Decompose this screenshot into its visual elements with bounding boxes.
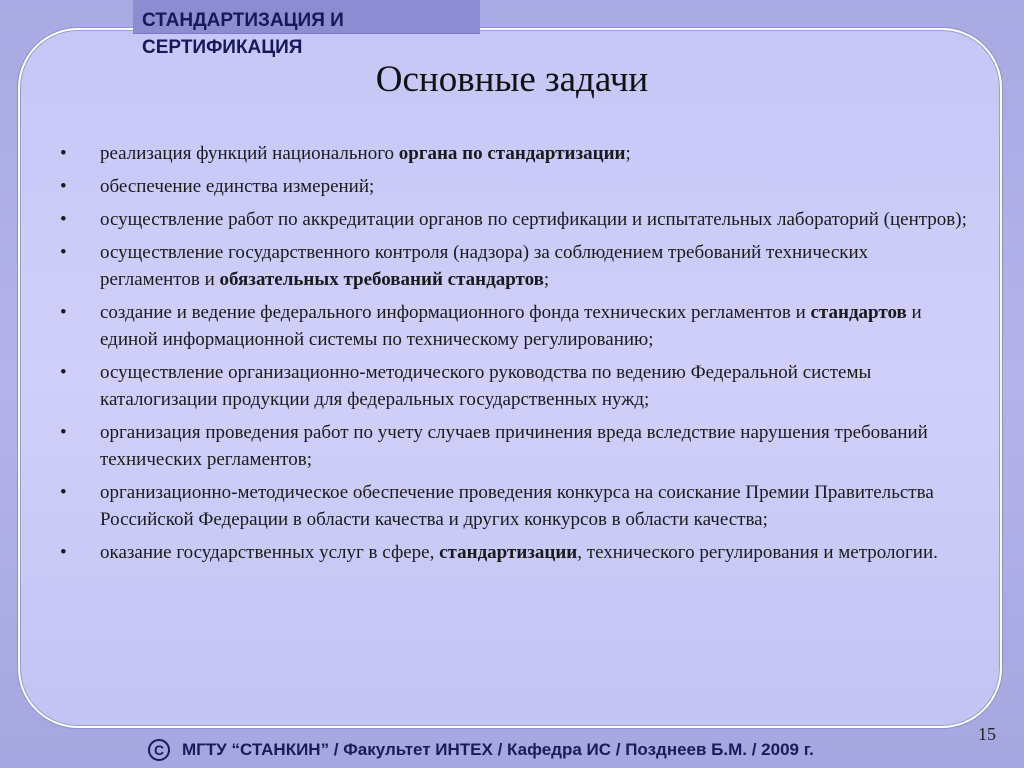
task-item — [60, 359, 970, 413]
task-item — [60, 140, 970, 167]
bullet-icon: • — [60, 242, 67, 263]
task-item — [60, 419, 970, 473]
footer-text: МГТУ “СТАНКИН” / Факультет ИНТЕХ / Кафедра ИС / Позднеев Б.М. / 2009 г. — [182, 740, 814, 759]
task-text: оказание государственных услуг в сфере, — [100, 542, 440, 563]
task-item — [60, 479, 970, 533]
task-emphasis: обязательных требований стандартов — [219, 269, 544, 290]
task-list — [60, 140, 970, 572]
task-text: создание и ведение федерального информационного фонда технических регламентов и — [100, 302, 811, 323]
header-title — [142, 7, 482, 61]
page-number: 15 — [978, 724, 996, 744]
bullet-icon: • — [60, 302, 67, 323]
slide-title: Основные задачи — [375, 59, 649, 100]
task-item — [60, 239, 970, 293]
task-text: реализация функций национального — [100, 143, 399, 164]
task-emphasis: органа по стандартизации — [398, 143, 626, 164]
bullet-icon: • — [60, 362, 67, 383]
bullet-icon: • — [60, 482, 67, 503]
task-text: организация проведения работ по учету случаев причинения вреда вследствие нарушения требований технических регламентов; — [100, 422, 928, 470]
header-line-2: СЕРТИФИКАЦИЯ — [142, 37, 303, 58]
task-text: и единой информационной системы по техническому регулированию; — [100, 302, 922, 350]
bullet-icon: • — [60, 209, 67, 230]
task-text: осуществление организационно-методического руководства по ведению Федеральной системы каталогизации продукции для федеральных государственных нужд; — [100, 362, 872, 410]
task-text: ; — [543, 269, 550, 290]
bullet-icon: • — [60, 542, 67, 563]
bullet-icon: • — [60, 422, 67, 443]
task-emphasis: стандартизации — [439, 542, 578, 563]
bullet-icon: • — [60, 176, 67, 197]
task-text: осуществление работ по аккредитации органов по сертификации и испытательных лабораторий (центров); — [100, 209, 967, 230]
task-text: обеспечение единства измерений; — [100, 176, 375, 197]
task-emphasis: стандартов — [810, 302, 907, 323]
task-text: организационно-методическое обеспечение проведения конкурса на соискание Премии Правительства Российской Федерации в области качества и других конкурсов в области качества; — [100, 482, 934, 530]
task-item — [60, 539, 970, 566]
bullet-icon: • — [60, 143, 67, 164]
task-item — [60, 173, 970, 200]
task-text: , технического регулирования и метрологии. — [577, 542, 938, 563]
copyright-icon: C — [148, 739, 170, 761]
task-text: осуществление государственного контроля (надзора) за соблюдением требований технических регламентов и — [100, 242, 869, 290]
footer — [148, 739, 814, 761]
task-item — [60, 299, 970, 353]
task-item — [60, 206, 970, 233]
header-line-1: СТАНДАРТИЗАЦИЯ И — [142, 10, 344, 31]
task-text: ; — [625, 143, 631, 164]
